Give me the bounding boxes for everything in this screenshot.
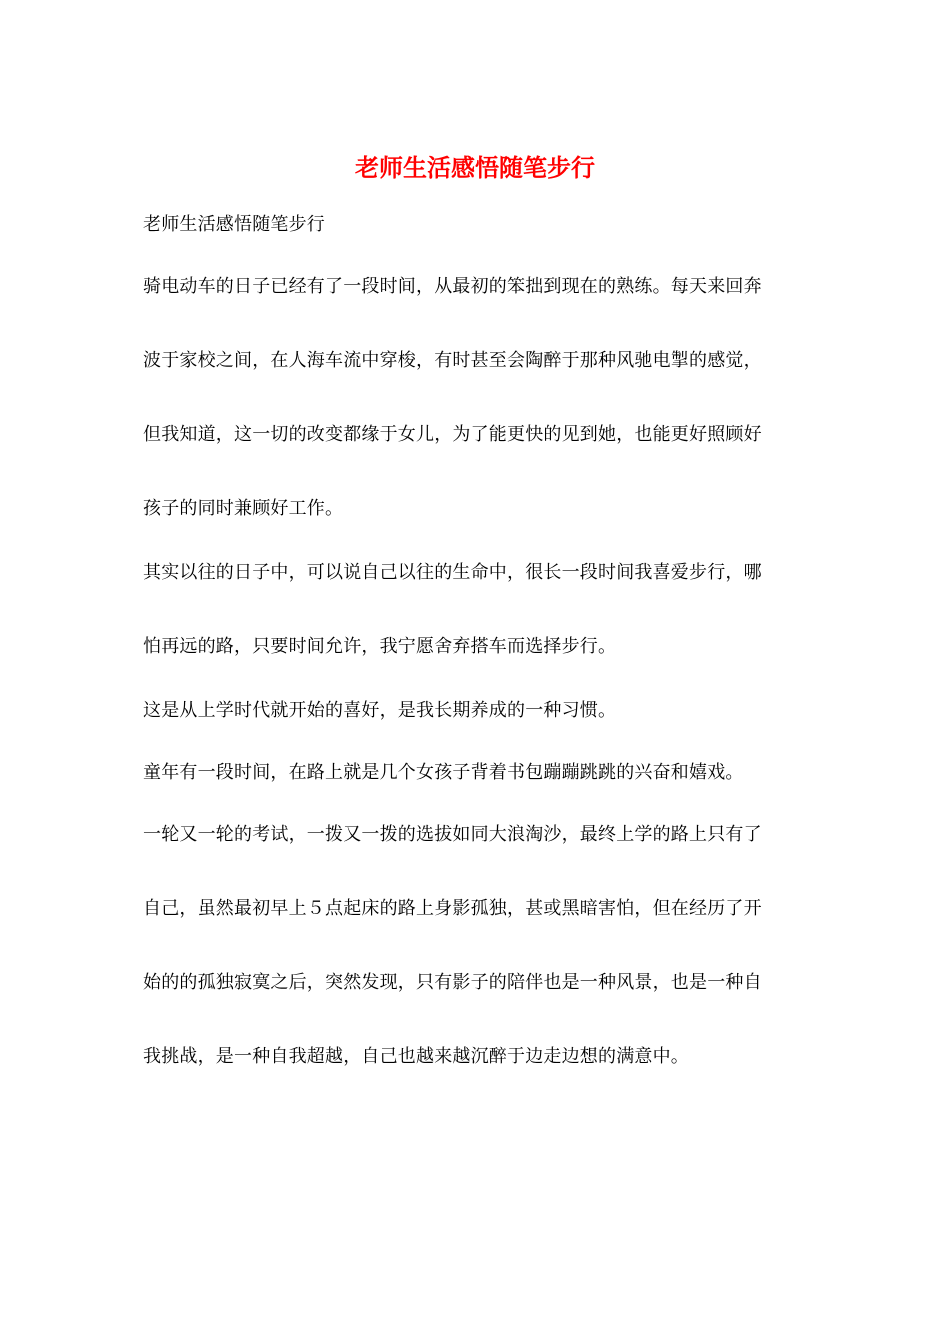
- paragraph-line: 童年有一段时间，在路上就是几个女孩子背着书包蹦蹦跳跳的兴奋和嬉戏。: [143, 762, 744, 783]
- paragraph-line: 自己，虽然最初早上５点起床的路上身影孤独，甚或黑暗害怕，但在经历了开: [143, 898, 762, 919]
- paragraph-line: 一轮又一轮的考试，一拨又一拨的选拔如同大浪淘沙，最终上学的路上只有了: [143, 824, 762, 845]
- paragraph-line: 但我知道，这一切的改变都缘于女儿，为了能更快的见到她，也能更好照顾好: [143, 424, 762, 445]
- paragraph-line: 骑电动车的日子已经有了一段时间，从最初的笨拙到现在的熟练。每天来回奔: [143, 276, 762, 297]
- page-title: 老师生活感悟随笔步行: [355, 153, 595, 182]
- paragraph-line: 这是从上学时代就开始的喜好，是我长期养成的一种习惯。: [143, 700, 617, 721]
- paragraph-line: 孩子的同时兼顾好工作。: [143, 498, 344, 519]
- paragraph-line: 其实以往的日子中，可以说自己以往的生命中，很长一段时间我喜爱步行，哪: [143, 562, 762, 583]
- paragraph-line: 怕再远的路，只要时间允许，我宁愿舍弃搭车而选择步行。: [143, 636, 617, 657]
- subtitle: 老师生活感悟随笔步行: [143, 214, 325, 235]
- paragraph-line: 我挑战，是一种自我超越，自己也越来越沉醉于边走边想的满意中。: [143, 1046, 689, 1067]
- paragraph-line: 始的的孤独寂寞之后，突然发现，只有影子的陪伴也是一种风景，也是一种自: [143, 972, 762, 993]
- paragraph-line: 波于家校之间，在人海车流中穿梭，有时甚至会陶醉于那种风驰电掣的感觉，: [143, 350, 762, 371]
